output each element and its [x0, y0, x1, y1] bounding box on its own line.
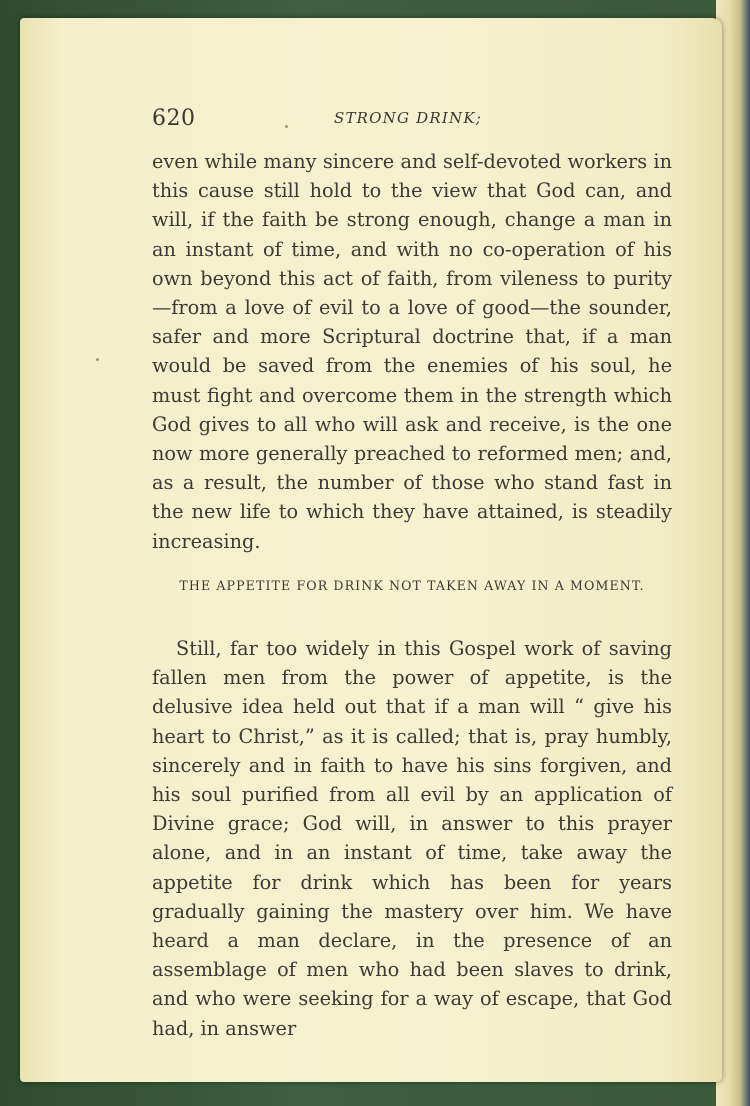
page-number: 620: [152, 106, 196, 131]
section-paragraph: Still, far too widely in this Gospel work of saving fallen men from the power of appetite, is the delusive idea held out that if a man will “ give his heart to Christ,” as it is called; that is, pray humbly, sincerely and in faith to have his sins forgiven, and his soul purified from all evil by an application of Divine grace; God will, in answer to this prayer alone, and in an instant of time, take away the appetite for drink which has been for years gradually gaining the mastery over him. We have heard a man declare, in the presence of an assemblage of men who had been slaves to drink, and who were seeking for a way of escape, that God had, in answer: [152, 637, 672, 1040]
paper-speck: [96, 358, 99, 361]
book-page: [20, 18, 722, 1082]
continuation-paragraph: even while many sincere and self-devoted workers in this cause still hold to the view that God can, and will, if the faith be strong enough, change a man in an instant of time, and with no co-operation of his own beyond this act of faith, from vileness to purity—from a love of evil to a love of good—the sounder, safer and more Scriptural doctrine that, if a man would be saved from the enemies of his soul, he must fight and overcome them in the strength which God gives to all who will ask and receive, is the one now more generally preached to reformed men; and, as a result, the number of those who stand fast in the new life to which they have attained, is steadily increasing.: [152, 150, 672, 553]
running-title: STRONG DRINK;: [334, 109, 482, 127]
running-head: [152, 106, 672, 136]
section-heading: THE APPETITE FOR DRINK NOT TAKEN AWAY IN A MOMENT.: [179, 578, 645, 593]
